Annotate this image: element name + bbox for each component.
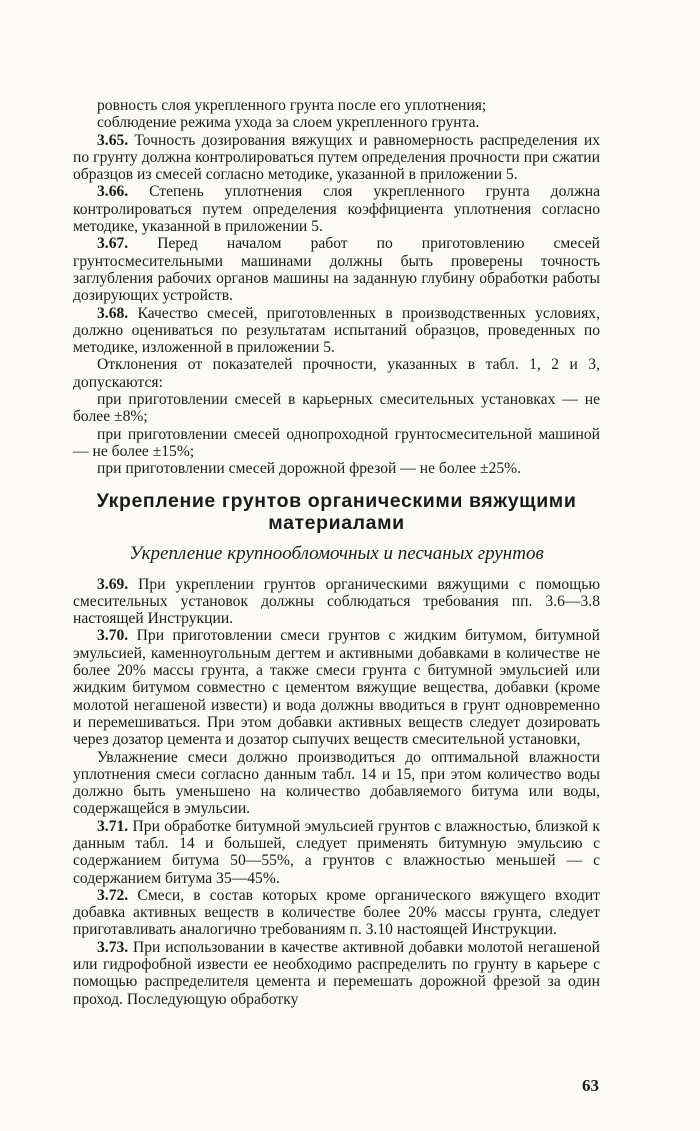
paragraph-text: Точность дозирования вяжущих и равномерность распределения их по грунту должна контролироваться путем определения прочности при сжатии образцов из смесей согласно методике, указанной в приложении 5. — [73, 131, 600, 184]
clause-number: 3.73. — [97, 938, 129, 956]
paragraph-text: При приготовлении смеси грунтов с жидким битумом, битумной эмульсией, каменноугольным дегтем и активными добавками в количестве не более 20% массы грунта, а также смеси грунта с битумной эмульсией или жидким битумом совместно с цементом вяжущие вещества, добавки (кроме молотой негашеной извести) и вода должны вводиться в грунт одновременно и перемешиваться. При этом добавки активных веществ следует дозировать через дозатор цемента и дозатор сыпучих веществ смесительной установки, — [73, 627, 600, 749]
paragraph-7 — [73, 391, 600, 426]
paragraph-text: При укреплении грунтов органическими вяжущими с помощью смесительных установок должны соблюдаться требования пп. 3.6—3.8 настоящей Инструкции. — [73, 575, 600, 628]
page-body — [73, 97, 600, 1008]
paragraph-text: Перед началом работ по приготовлению смесей грунтосмесительными машинами должны быть проверены точность заглубления рабочих органов машины на заданную глубину обработки работы дозирующих устройств. — [73, 235, 600, 305]
clause-number: 3.70. — [97, 627, 129, 645]
paragraph-text: при приготовлении смесей в карьерных смесительных установках — не более ±8%; — [73, 391, 600, 426]
section-bottom — [73, 576, 600, 1008]
paragraph-text: Увлажнение смеси должно производиться до оптимальной влажности уплотнения смеси согласно данным табл. 14 и 15, при этом количество воды должно быть уменьшено на количество добавляемого битума или воды, содержащейся в эмульсии. — [73, 748, 600, 818]
paragraph-text: Смеси, в состав которых кроме органического вяжущего входит добавка активных веществ в количестве более 20% массы грунта, следует приготавливать аналогично требованиям п. 3.10 настоящей Инструкции. — [73, 886, 600, 939]
clause-number: 3.65. — [97, 131, 129, 149]
paragraph-15 — [73, 939, 600, 1008]
clause-number: 3.71. — [97, 817, 129, 835]
paragraph-9 — [73, 460, 600, 477]
clause-number: 3.68. — [97, 304, 129, 322]
paragraph-10 — [73, 576, 600, 628]
paragraph-text: при приготовлении смесей однопроходной грунтосмесительной машиной — не более ±15%; — [73, 425, 600, 460]
paragraph-2 — [73, 132, 600, 184]
section-heading: Укрепление грунтов органическими вяжущими материалами — [96, 489, 577, 534]
paragraph-12 — [73, 749, 600, 818]
paragraph-text: Качество смесей, приготовленных в производственных условиях, должно оцениваться по результатам испытаний образцов, проведенных по методике, изложенной в приложении 5. — [73, 304, 600, 357]
paragraph-13 — [73, 818, 600, 887]
paragraph-3 — [73, 183, 600, 235]
paragraph-text: соблюдение режима ухода за слоем укрепленного грунта. — [97, 114, 480, 132]
paragraph-11 — [73, 627, 600, 748]
paragraph-text: При обработке битумной эмульсией грунтов с влажностью, близкой к данным табл. 14 и большей, следует применять битумную эмульсию с содержанием битума 50—55%, а грунтов с влажностью меньшей — с содержанием битума 35—45%. — [73, 817, 600, 887]
paragraph-text: При использовании в качестве активной добавки молотой негашеной или гидрофобной извести ее необходимо распределить по грунту в карьере с помощью распределителя цемента и перемешать дорожной фрезой за один проход. Последующую обработку — [73, 938, 600, 1008]
clause-number: 3.69. — [97, 575, 129, 593]
page-number: 63 — [582, 1076, 599, 1095]
paragraph-text: при приготовлении смесей дорожной фрезой — не более ±25%. — [97, 460, 522, 478]
paragraph-text: ровность слоя укрепленного грунта после его уплотнения; — [97, 97, 487, 114]
paragraph-4 — [73, 235, 600, 304]
paragraph-text: Отклонения от показателей прочности, указанных в табл. 1, 2 и 3, допускаются: — [73, 356, 600, 391]
clause-number: 3.66. — [97, 183, 129, 201]
paragraph-14 — [73, 887, 600, 939]
clause-number: 3.67. — [97, 235, 129, 253]
paragraph-1 — [73, 114, 600, 131]
paragraph-0 — [73, 97, 600, 114]
paragraph-6 — [73, 356, 600, 391]
section-subheading: Укрепление крупнообломочных и песчаных грунтов — [129, 542, 544, 564]
paragraph-5 — [73, 305, 600, 357]
section-top — [73, 97, 600, 478]
clause-number: 3.72. — [97, 886, 129, 904]
paragraph-text: Степень уплотнения слоя укрепленного грунта должна контролироваться путем определения коэффициента уплотнения согласно методике, указанной в приложении 5. — [73, 183, 600, 236]
paragraph-8 — [73, 426, 600, 461]
